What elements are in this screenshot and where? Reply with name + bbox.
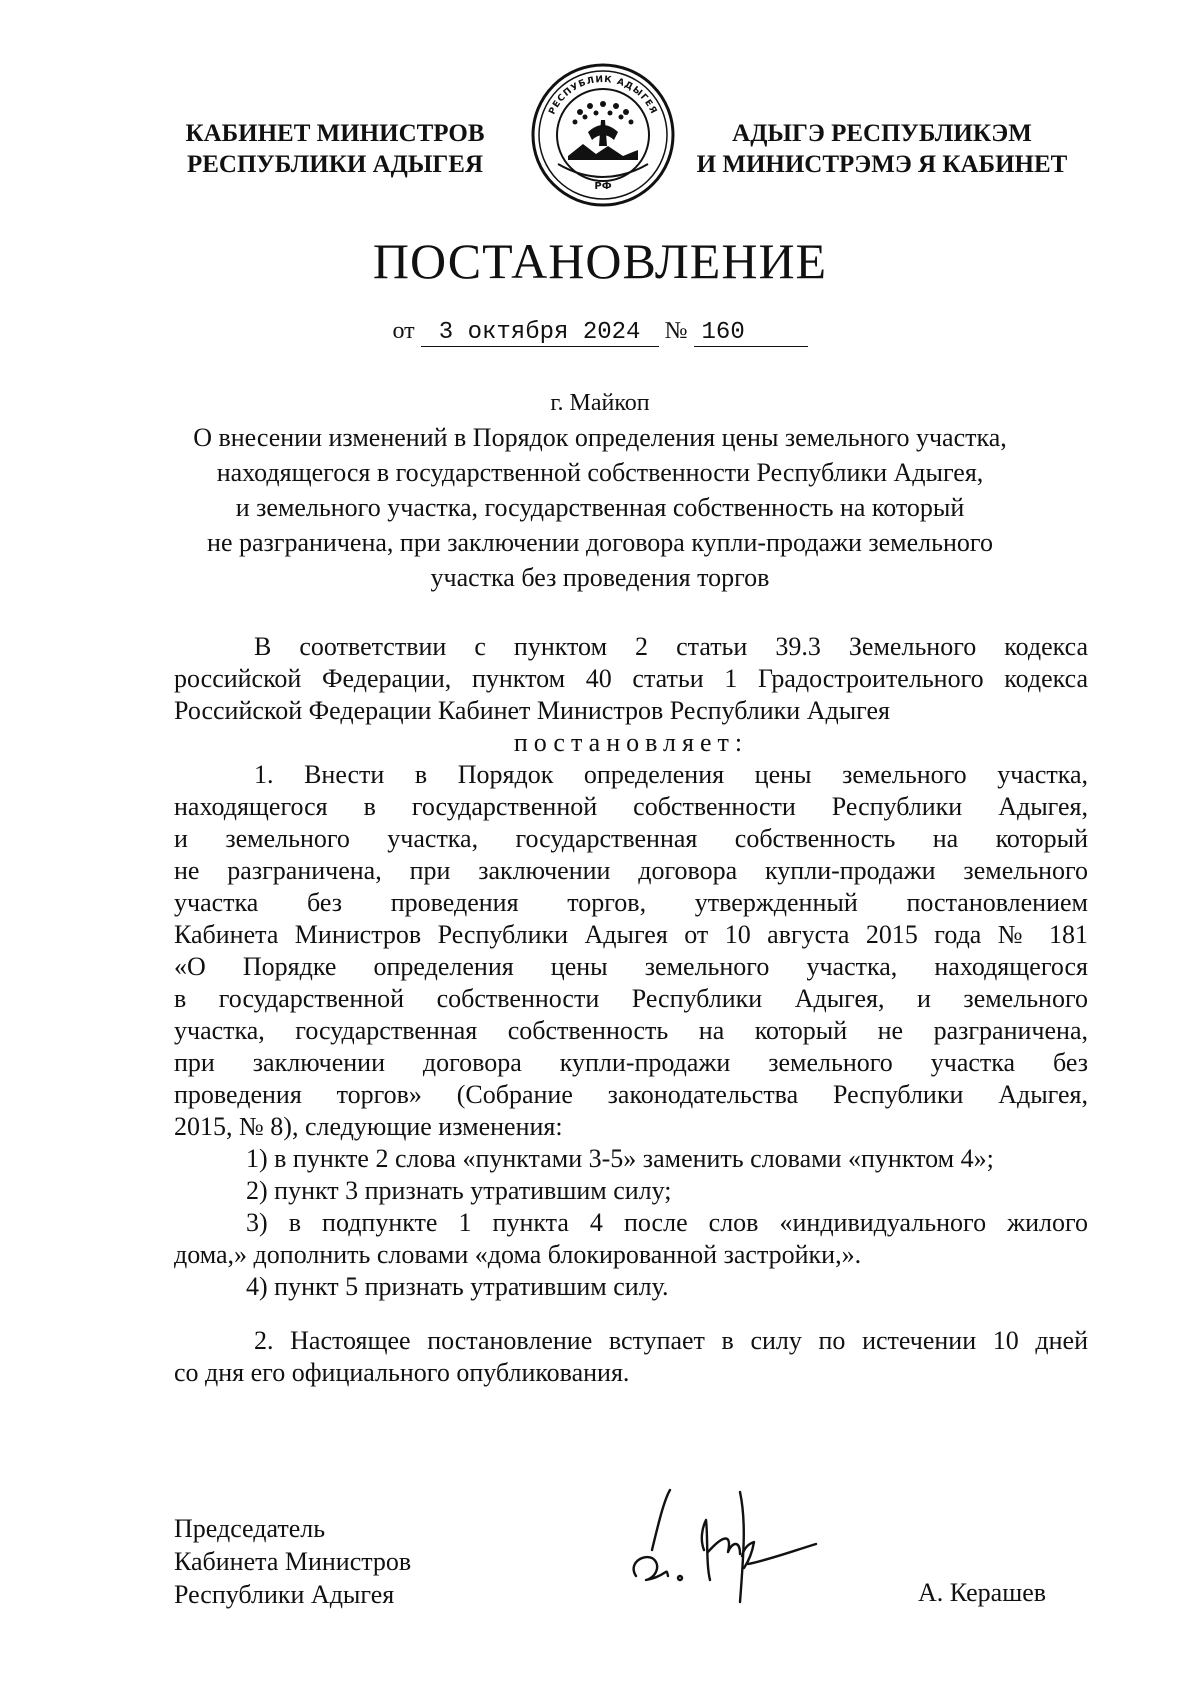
issuer-line: КАБИНЕТ МИНИСТРОВ — [185, 120, 485, 147]
emblem-text-top: РЕСПУБЛИК АДЫГЕЯ — [547, 74, 659, 117]
subitem-3: 3) в подпункте 1 пункта 4 после слов «индивидуального жилого — [246, 1208, 1088, 1237]
document-number: 160 — [694, 319, 808, 347]
item2-line: 2. Настоящее постановление вступает в силу по истечении 10 дней — [254, 1326, 1088, 1355]
preamble-line: Российской Федерации Кабинет Министров Республики Адыгея — [174, 696, 891, 725]
number-prefix: № — [664, 318, 688, 344]
position-line: Председатель — [174, 1514, 326, 1543]
document-date: 3 октября 2024 — [421, 319, 659, 347]
item2-line: со дня его официального опубликования. — [174, 1358, 630, 1387]
emblem-text-bottom: РФ — [594, 181, 612, 192]
subject-line: участка без проведения торгов — [430, 563, 770, 592]
item1-line: Кабинета Министров Республики Адыгея от 10 августа 2015 года № 181 — [174, 920, 1088, 949]
date-number-line — [0, 318, 1200, 347]
signatory-position — [174, 1512, 411, 1611]
subject-line: находящегося в государственной собственности Республики Адыгея, — [216, 458, 984, 487]
preamble-line: В соответствии с пунктом 2 статьи 39.3 Земельного кодекса — [254, 632, 1088, 661]
item1-line: находящегося в государственной собственности Республики Адыгея, — [174, 792, 1088, 821]
item1-line: в государственной собственности Республики Адыгея, и земельного — [174, 984, 1088, 1013]
item1-line: при заключении договора купли-продажи земельного участка без — [174, 1048, 1088, 1077]
document-subject — [150, 420, 1050, 595]
item1-line: 1. Внести в Порядок определения цены земельного участка, — [254, 760, 1088, 789]
subject-line: О внесении изменений в Порядок определения цены земельного участка, — [193, 423, 1007, 452]
subject-line: и земельного участка, государственная собственность на который — [235, 493, 965, 522]
signatory-name: А. Керашев — [918, 1578, 1047, 1607]
issuer-line: АДЫГЭ РЕСПУБЛИКЭМ — [732, 120, 1032, 147]
subitem-2: 2) пункт 3 признать утратившим силу; — [246, 1176, 672, 1205]
item1-line: проведения торгов» (Собрание законодательства Республики Адыгея, — [174, 1080, 1088, 1109]
position-line: Республики Адыгея — [174, 1580, 395, 1609]
issuer-line: РЕСПУБЛИКИ АДЫГЕЯ — [186, 151, 484, 178]
document-title: ПОСТАНОВЛЕНИЕ — [372, 233, 828, 289]
subitem-1: 1) в пункте 2 слова «пунктами 3-5» заменить словами «пунктом 4»; — [246, 1144, 994, 1173]
preamble-line: российской Федерации, пунктом 40 статьи 1 Градостроительного кодекса — [174, 664, 1088, 693]
item1-line: 2015, № 8), следующие изменения: — [174, 1112, 563, 1141]
subitem-3-continuation: дома,» дополнить словами «дома блокированной застройки,». — [174, 1240, 862, 1269]
item1-line: участка, государственная собственность на который не разграничена, — [174, 1016, 1088, 1045]
issuer-name-adyghe — [672, 118, 1092, 180]
subject-line: не разграничена, при заключении договора купли-продажи земельного — [207, 528, 993, 557]
handwritten-signature — [628, 1480, 828, 1610]
issuer-line: И МИНИСТРЭМЭ Я КАБИНЕТ — [696, 151, 1068, 178]
position-line: Кабинета Министров — [174, 1547, 412, 1576]
resolves-word: постановляет: — [513, 728, 749, 757]
subitem-4: 4) пункт 5 признать утратившим силу. — [246, 1272, 669, 1301]
item1-line: участка без проведения торгов, утвержденный постановлением — [174, 888, 1088, 917]
date-prefix: от — [392, 318, 415, 344]
item1-line: и земельного участка, государственная собственность на который — [174, 824, 1088, 853]
item1-line: не разграничена, при заключении договора купли-продажи земельного — [174, 856, 1088, 885]
document-body — [174, 631, 1088, 1389]
coat-of-arms-icon — [528, 60, 678, 210]
item1-line: «О Порядке определения цены земельного участка, находящегося — [174, 952, 1088, 981]
city: г. Майкоп — [550, 390, 650, 416]
issuer-name-russian — [150, 118, 520, 180]
